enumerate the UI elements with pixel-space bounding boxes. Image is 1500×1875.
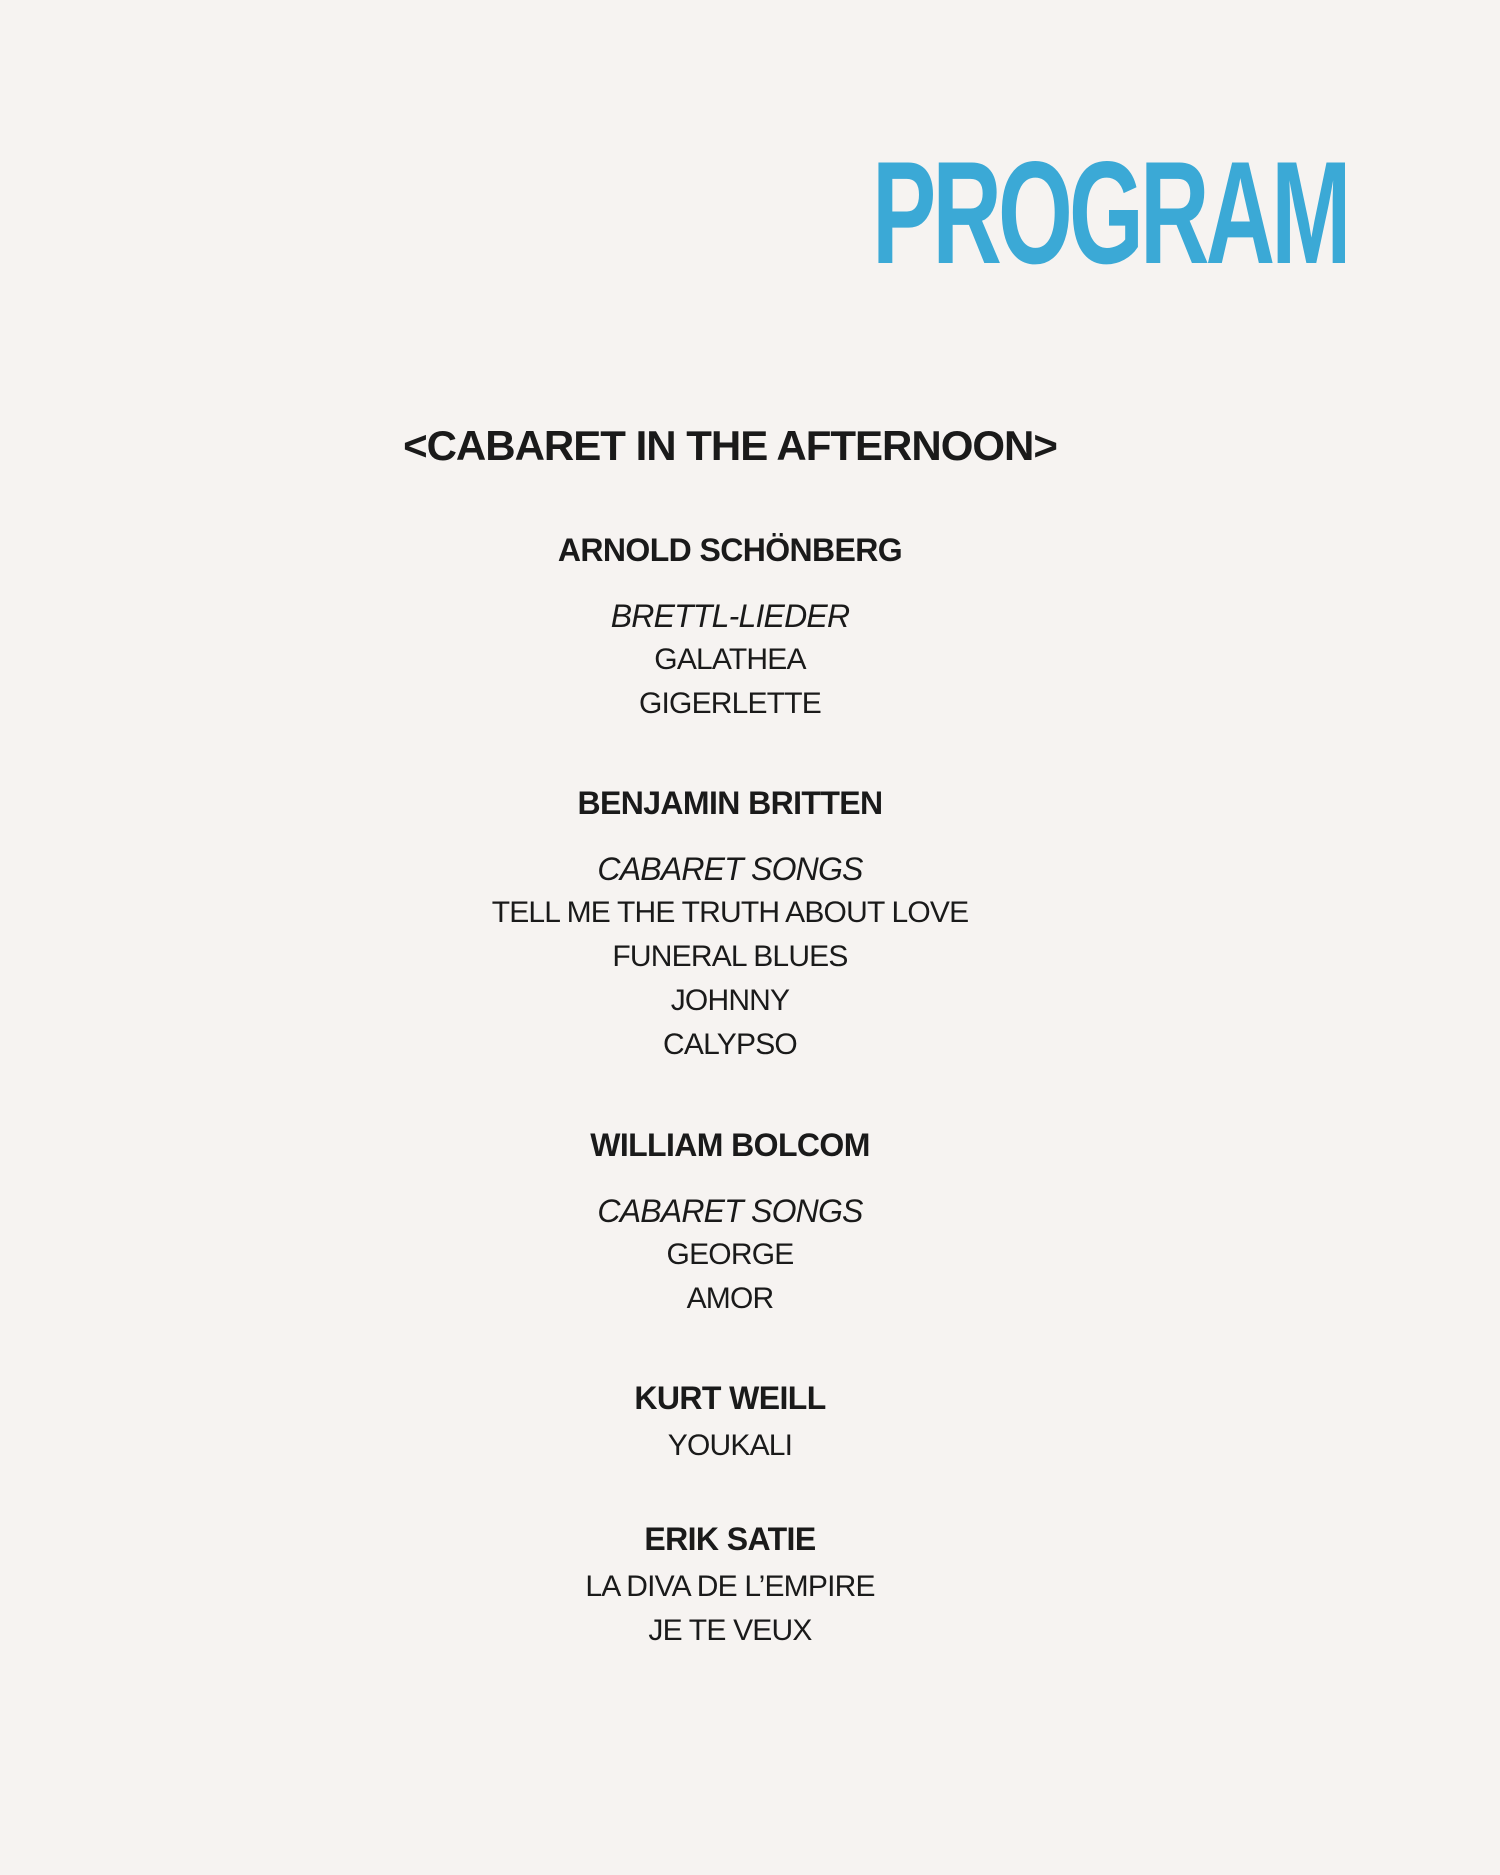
piece-title: GEORGE bbox=[666, 1238, 794, 1271]
work-title: BRETTL-LIEDER bbox=[610, 598, 850, 634]
piece-title: GALATHEA bbox=[654, 643, 806, 676]
composer-section-weill bbox=[0, 1376, 1460, 1468]
composer-section-bolcom bbox=[0, 1123, 1460, 1321]
piece-title: AMOR bbox=[686, 1282, 774, 1315]
concert-title: <CABARET IN THE AFTERNOON> bbox=[403, 422, 1057, 469]
piece-title: CALYPSO bbox=[663, 1028, 797, 1061]
work-title: CABARET SONGS bbox=[597, 851, 863, 887]
composer-name: ERIK SATIE bbox=[644, 1521, 816, 1557]
piece-title: JE TE VEUX bbox=[648, 1614, 812, 1647]
piece-title: YOUKALI bbox=[667, 1429, 793, 1462]
piece-title: GIGERLETTE bbox=[638, 687, 822, 720]
composer-section-schonberg bbox=[0, 528, 1460, 726]
composer-name: ARNOLD SCHÖNBERG bbox=[557, 532, 903, 568]
composer-section-satie bbox=[0, 1517, 1460, 1653]
piece-title: FUNERAL BLUES bbox=[612, 940, 848, 973]
piece-title: JOHNNY bbox=[670, 984, 790, 1017]
composer-section-britten bbox=[0, 781, 1460, 1067]
composer-name: WILLIAM BOLCOM bbox=[590, 1127, 870, 1163]
composer-name: KURT WEILL bbox=[634, 1380, 826, 1416]
work-title: CABARET SONGS bbox=[597, 1193, 863, 1229]
piece-title: TELL ME THE TRUTH ABOUT LOVE bbox=[491, 896, 969, 929]
composer-name: BENJAMIN BRITTEN bbox=[577, 785, 883, 821]
page-title: PROGRAM bbox=[872, 131, 1348, 294]
piece-title: LA DIVA DE L’EMPIRE bbox=[585, 1570, 875, 1603]
